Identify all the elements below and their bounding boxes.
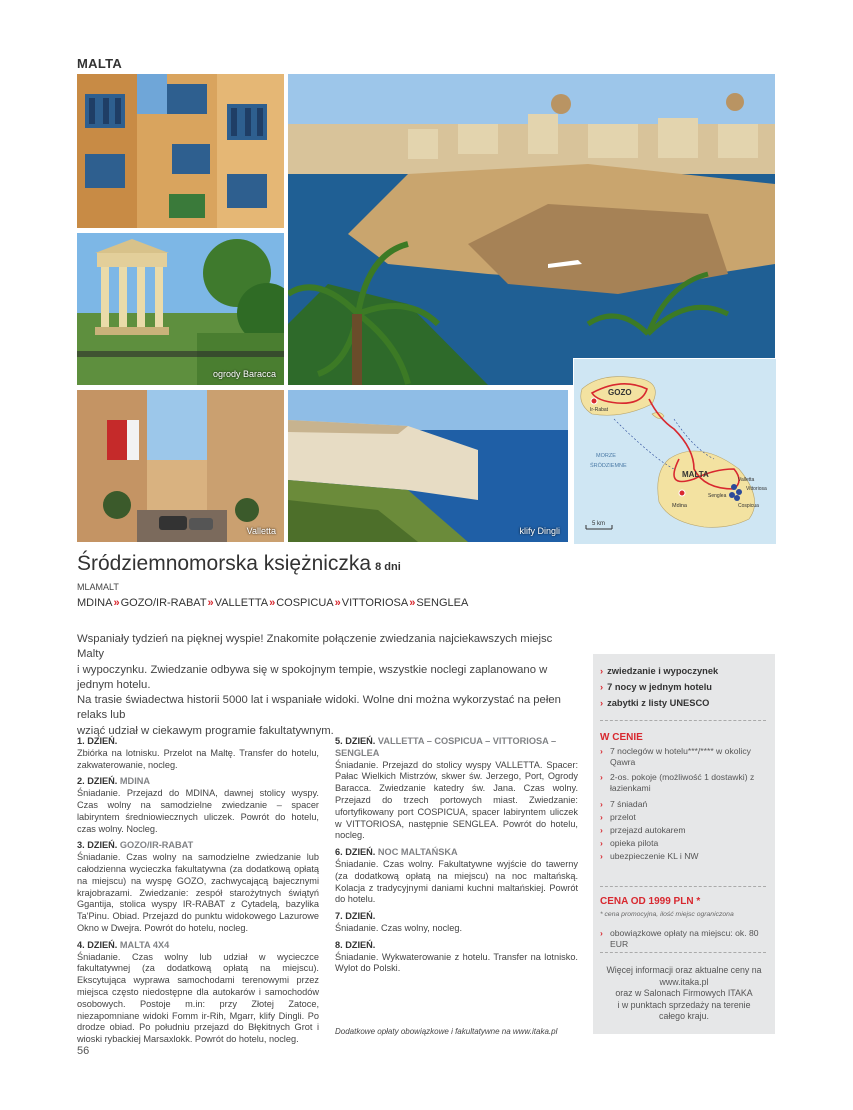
day-heading: [335, 911, 578, 923]
chevron-icon: ›: [600, 799, 603, 809]
day-number: 8. DZIEŃ.: [335, 939, 376, 950]
itinerary-day: [77, 776, 319, 835]
photo-balconies: [77, 74, 284, 228]
day-heading: [77, 736, 319, 748]
divider: [600, 952, 766, 953]
included-item: [600, 825, 770, 836]
day-number: 7. DZIEŃ.: [335, 911, 376, 922]
map-label-cospicua: Cospicua: [738, 503, 759, 509]
tour-title-row: [77, 552, 401, 576]
itinerary-day: [77, 840, 319, 934]
day-place: MALTA 4X4: [119, 939, 170, 950]
included-text: przelot: [610, 812, 636, 822]
divider: [600, 886, 766, 887]
itinerary-day: [335, 847, 578, 906]
day-heading: [77, 940, 319, 952]
day-heading: [77, 840, 319, 852]
more-info-line[interactable]: www.itaka.pl: [659, 976, 709, 987]
divider: [600, 720, 766, 721]
price: CENA OD 1999 PLN *: [600, 896, 701, 907]
day-place: NOC MALTAŃSKA: [377, 847, 458, 858]
photo-valletta-street: [77, 390, 284, 542]
day-text: Śniadanie. Czas wolny na samodzielne zwiedzanie lub całodzienna wycieczka fakultatywna (za dodatkową opłatą na miejscu) na wyspę GOZO, zachwycającą bajecznymi krajobrazami. Zwiedzanie: zespół starożytnych świątyń Ggantija, stolica wyspy IR-RABAT z Cytadelą, bazylika Ta'Pinu. Obiad. Przejazd do punktu widokowego Lazurowe Okno w Dwejra. Powrót do hotelu, nocleg.: [77, 852, 319, 933]
day-number: 5. DZIEŃ.: [335, 736, 376, 746]
intro-line: Wspaniały tydzień na pięknej wyspie! Znakomite połączenie zwiedzania najciekawszych miejsc Malty: [77, 633, 553, 661]
included-heading: W CENIE: [600, 732, 643, 743]
included-text: przejazd autokarem: [610, 825, 686, 835]
day-number: 1. DZIEŃ.: [77, 736, 118, 746]
price-note: * cena promocyjna, ilość miejsc ograniczona: [600, 911, 734, 918]
itinerary-day: [335, 940, 578, 975]
chevron-icon: ›: [600, 851, 603, 861]
day-heading: [77, 776, 319, 788]
day-text: Śniadanie. Wykwaterowanie z hotelu. Transfer na lotnisko. Wylot do Polski.: [335, 951, 578, 974]
day-text: Zbiórka na lotnisku. Przelot na Maltę. Transfer do hotelu, zakwaterowanie, nocleg.: [77, 747, 319, 770]
itinerary-day: [77, 736, 319, 771]
route-map: [573, 358, 775, 543]
more-info-line: całego kraju.: [659, 1011, 709, 1021]
day-text: Śniadanie. Przejazd do stolicy wyspy VALLETTA. Spacer: Pałac Wielkich Mistrzów, skwer św. Jerzego, Port, Ogrody Baracca. Zwiedzanie katedry św. Jana. Czas wolny. Przejazd do trzech portowych miast. Zwiedzanie: ufortyfikowany port COSPICUA, spacer labiryntem uliczek w VITTORIOSA, następnie SENGLEA. Powrót do hotelu, nocleg.: [335, 759, 578, 841]
included-item: [600, 838, 770, 849]
route-separator: »: [409, 597, 416, 609]
day-text: Śniadanie. Przejazd do MDINA, dawnej stolicy wyspy. Czas wolny na samodzielne zwiedzanie – spacer labiryntem średniowiecznych uliczek. Powrót do hotelu, czas wolny. Nocleg.: [77, 788, 319, 834]
route-separator: »: [207, 597, 214, 609]
route-stop: MDINA: [77, 597, 113, 609]
map-label-malta: MALTA: [682, 470, 709, 479]
photo-caption: klify Dingli: [519, 526, 560, 536]
info-sidebar: [593, 654, 775, 1034]
day-number: 2. DZIEŃ.: [77, 776, 118, 787]
included-item: [600, 746, 770, 768]
day-place: MDINA: [119, 776, 151, 787]
itinerary-column-right: [335, 736, 578, 980]
tour-code: MLAMALT: [77, 582, 119, 592]
chevron-icon: ›: [600, 812, 603, 822]
day-heading: [335, 940, 578, 952]
map-label-valletta: Valletta: [738, 477, 755, 483]
itinerary-day: [335, 736, 578, 842]
chevron-icon: ›: [600, 825, 603, 835]
photo-valletta-harbour: [288, 74, 775, 385]
day-place: VALLETTA – COSPICUA – VITTORIOSA – SENGLEA: [335, 736, 557, 758]
included-item: [600, 799, 770, 810]
day-text: Śniadanie. Czas wolny, nocleg.: [335, 922, 462, 933]
photo-caption: ogrody Baracca: [212, 369, 276, 379]
included-text: 2-os. pokoje (możliwość 1 dostawki) z łazienkami: [610, 772, 755, 793]
itinerary-day: [335, 911, 578, 935]
more-info-line: Więcej informacji oraz aktualne ceny na: [606, 965, 762, 975]
more-info-line: oraz w Salonach Firmowych ITAKA: [615, 988, 753, 998]
itinerary-day: [77, 940, 319, 1046]
day-number: 6. DZIEŃ.: [335, 847, 376, 858]
map-label-gozo: GOZO: [608, 388, 632, 397]
map-label-senglea: Senglea: [708, 493, 727, 499]
day-number: 4. DZIEŃ.: [77, 939, 118, 950]
section-label: MALTA: [77, 56, 123, 71]
route-stop: VITTORIOSA: [341, 597, 409, 609]
map-label-mdina: Mdina: [672, 503, 687, 509]
included-item: [600, 772, 770, 794]
day-heading: [335, 736, 578, 760]
day-heading: [335, 847, 578, 859]
route-stop: VALLETTA: [214, 597, 269, 609]
chevron-icon: ›: [600, 666, 604, 676]
more-info: [599, 965, 769, 1023]
highlight-item: › 7 nocy w jednym hotelu: [600, 682, 712, 692]
itinerary-column-left: [77, 736, 319, 1051]
included-item: [600, 851, 770, 862]
included-text: 7 śniadań: [610, 799, 648, 809]
highlight-item: › zabytki z listy UNESCO: [600, 698, 710, 708]
tour-title: Śródziemnomorska księżniczka: [77, 552, 372, 575]
route-stop: SENGLEA: [416, 597, 469, 609]
highlight-item: › zwiedzanie i wypoczynek: [600, 666, 719, 676]
map-label-sea-2: ŚRÓDZIEMNE: [590, 463, 627, 469]
photo-dingli-cliffs: [288, 390, 568, 542]
map-label-vittoriosa: Vittoriosa: [746, 486, 767, 492]
chevron-icon: ›: [600, 698, 604, 708]
included-text: ubezpieczenie KL i NW: [610, 851, 699, 861]
day-text: Śniadanie. Czas wolny lub udział w wycieczce fakultatywnej (za dodatkową opłatą na miejscu). Ekscytująca wyprawa samochodami terenowymi przez miejsca często niedostępne dla autokarów i samochodów osobowych. Postoje m.in: przy Złotej Zatoce, niezapomniane widoki Fomm ir-Rih, Mgarr, klify Dingli. Po drodze obiad. Po południu przejazd do Błękitnych Grot i wioski rybackiej Marsaxlokk. Powrót do hotelu, nocleg.: [77, 951, 319, 1045]
day-number: 3. DZIEŃ.: [77, 840, 118, 851]
chevron-icon: ›: [600, 928, 603, 938]
route-separator: »: [269, 597, 276, 609]
included-item: [600, 812, 770, 823]
route-stop: GOZO/IR-RABAT: [120, 597, 207, 609]
included-text: 7 noclegów w hotelu***/**** w okolicy Qawra: [610, 746, 751, 767]
tour-route: [77, 597, 468, 609]
included-text: opieka pilota: [610, 838, 659, 848]
intro-paragraph: [77, 632, 582, 739]
page-number: 56: [77, 1045, 90, 1057]
chevron-icon: ›: [600, 838, 603, 848]
map-label-ir-rabat: Ir-Rabat: [590, 407, 609, 413]
chevron-icon: ›: [600, 682, 604, 692]
tour-duration: 8 dni: [375, 561, 401, 573]
chevron-icon: ›: [600, 746, 603, 756]
chevron-icon: ›: [600, 772, 603, 782]
intro-line: wziąć udział w ciekawym programie fakultatywnym.: [77, 724, 334, 737]
map-scale-label: 5 km: [592, 521, 606, 527]
more-info-line: i w punktach sprzedaży na terenie: [617, 999, 751, 1010]
intro-line: Na trasie świadectwa historii 5000 lat i wspaniałe widoki. Wolne dni można wykorzystać na pełen relaks lub: [77, 694, 561, 722]
mandatory-fees: › obowiązkowe opłaty na miejscu: ok. 80 EUR: [600, 928, 759, 949]
route-separator: »: [113, 597, 120, 609]
intro-line: i wypoczynku. Zwiedzanie odbywa się w spokojnym tempie, wszystkie noclegi zaplanowano w jednym hotelu.: [77, 663, 548, 691]
route-separator: »: [334, 597, 341, 609]
day-place: GOZO/IR-RABAT: [119, 840, 194, 851]
photo-caption: Valletta: [246, 526, 276, 536]
map-label-sea: MORZE: [596, 453, 616, 459]
footnote: Dodatkowe opłaty obowiązkowe i fakultatywne na www.itaka.pl: [335, 1027, 558, 1036]
route-stop: COSPICUA: [276, 597, 334, 609]
photo-baracca-gardens: [77, 233, 284, 385]
day-text: Śniadanie. Czas wolny. Fakultatywne wyjście do tawerny (za dodatkową opłatą na miejscu) na noc maltańską. Kolacja z tradycyjnymi daniami kuchni maltańskiej. Powrót do hotelu.: [335, 858, 578, 905]
